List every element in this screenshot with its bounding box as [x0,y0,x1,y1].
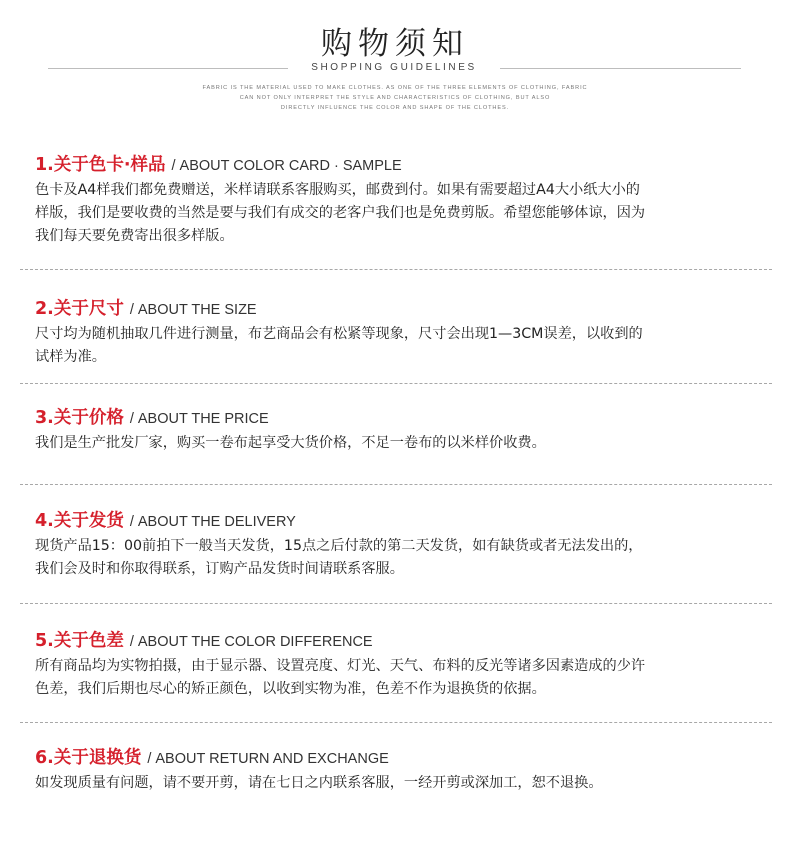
section-heading [35,746,775,771]
section-line: 我们会及时和你取得联系，订购产品发货时间请联系客服。 [35,561,404,577]
section-divider [20,269,772,270]
section-divider [20,603,772,604]
section-delivery [35,509,775,581]
section-title-en: / ABOUT THE DELIVERY [129,514,296,530]
section-body [35,179,775,248]
section-heading [35,406,775,431]
section-line: 我们每天要免费寄出很多样版。 [35,228,234,244]
description-line: CAN NOT ONLY INTERPRET THE STYLE AND CHARACTERISTICS OF CLOTHING, BUT ALSO [239,95,551,101]
description-line: DIRECTLY INFLUENCE THE COLOR AND SHAPE OF THE CLOTHES. [280,105,510,111]
section-title-cn: 6.关于退换货 [35,748,142,768]
section-divider [20,484,772,485]
section-line: 色卡及A4样我们都免费赠送，米样请联系客服购买，邮费到付。如果有需要超过A4大小纸大小的 [35,182,640,198]
section-title-en: / ABOUT THE PRICE [129,411,269,427]
subtitle-rule-left [48,68,288,69]
subtitle-rule-right [500,68,741,69]
section-return-exchange [35,746,775,795]
section-title-cn: 1.关于色卡·样品 [35,155,166,175]
section-color-card [35,153,775,248]
section-color-difference [35,629,775,701]
section-line: 如发现质量有问题，请不要开剪，请在七日之内联系客服，一经开剪或深加工，恕不退换。 [35,775,603,791]
section-title-cn: 5.关于色差 [35,631,124,651]
section-title-cn: 4.关于发货 [35,511,124,531]
section-title-en: / ABOUT RETURN AND EXCHANGE [147,751,389,767]
page-title: 购物须知 [321,26,469,62]
section-line: 色差，我们后期也尽心的矫正颜色，以收到实物为准，色差不作为退换货的依据。 [35,681,546,697]
section-title-cn: 3.关于价格 [35,408,124,428]
section-line: 现货产品15：00前拍下一般当天发货，15点之后付款的第二天发货，如有缺货或者无法发出的， [35,538,643,554]
section-line: 所有商品均为实物拍摄，由于显示器、设置亮度、灯光、天气、布料的反光等诸多因素造成的少许 [35,658,646,674]
section-body [35,655,775,701]
section-body [35,772,775,795]
section-title-en: / ABOUT THE COLOR DIFFERENCE [129,634,373,650]
section-line: 尺寸均为随机抽取几件进行测量，布艺商品会有松紧等现象，尺寸会出现1—3CM误差，以收到的 [35,326,643,342]
section-price [35,406,775,455]
section-heading [35,629,775,654]
section-heading [35,509,775,534]
section-heading [35,297,775,322]
section-title-cn: 2.关于尺寸 [35,299,124,319]
description-line: FABRIC IS THE MATERIAL USED TO MAKE CLOTHES. AS ONE OF THE THREE ELEMENTS OF CLOTHING, FABRIC [202,85,588,91]
section-body [35,432,775,455]
section-size [35,297,775,369]
section-body [35,535,775,581]
section-line: 样版，我们是要收费的当然是要与我们有成交的老客户我们也是免费剪版。希望您能够体谅，因为 [35,205,646,221]
section-divider [20,722,772,723]
section-line: 试样为准。 [35,349,106,365]
section-divider [20,383,772,384]
page-subtitle: SHOPPING GUIDELINES [311,62,477,73]
section-heading [35,153,775,178]
section-line: 我们是生产批发厂家，购买一卷布起享受大货价格，不足一卷布的以米样价收费。 [35,435,546,451]
section-title-en: / ABOUT THE SIZE [129,302,257,318]
section-title-en: / ABOUT COLOR CARD · SAMPLE [171,158,402,174]
header-description [140,83,650,113]
section-body [35,323,775,369]
